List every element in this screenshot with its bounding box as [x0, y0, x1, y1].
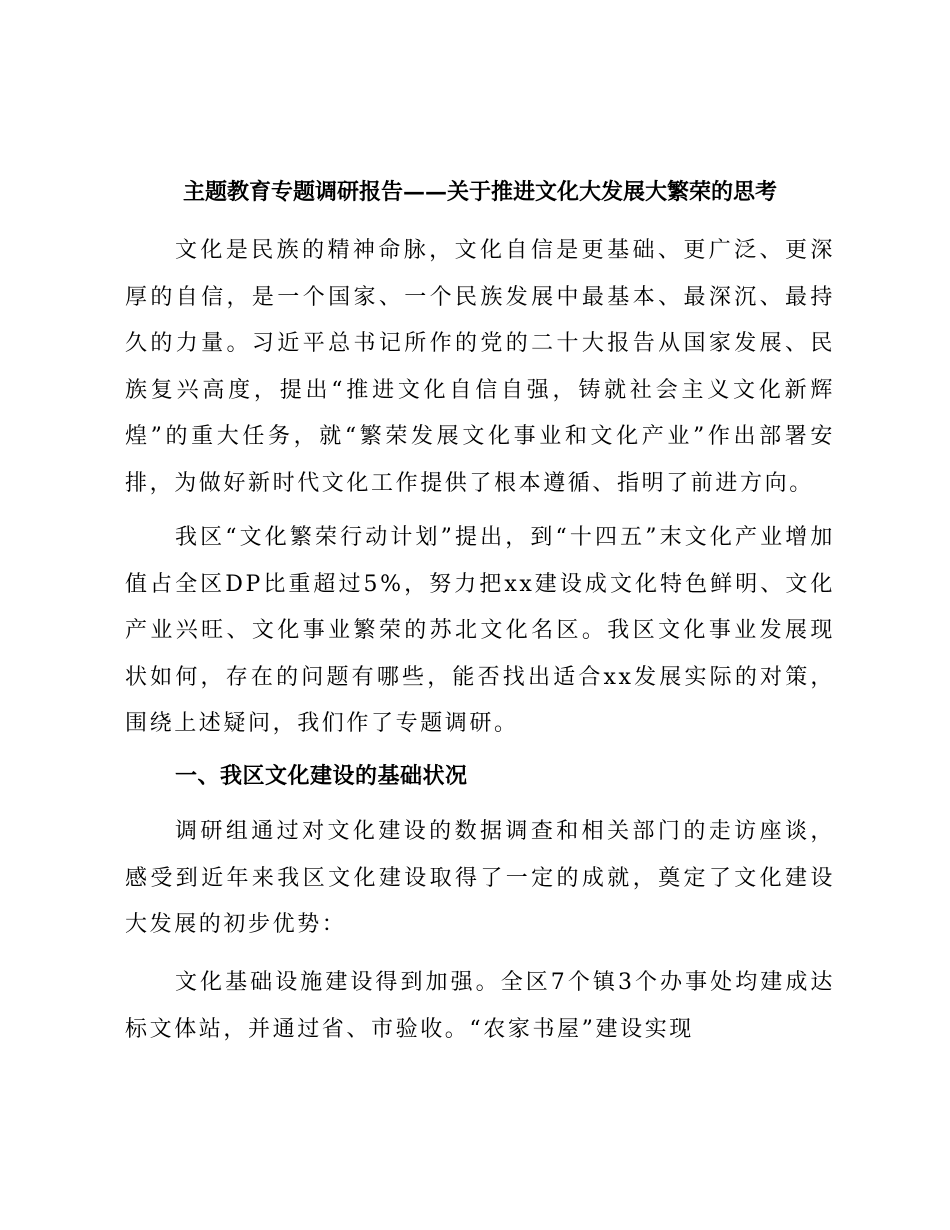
paragraph-intro: 文化是民族的精神命脉，文化自信是更基础、更广泛、更深厚的自信，是一个国家、一个民族发展中最基本、最深沉、最持久的力量。习近平总书记所作的党的二十大报告从国家发展、民族复兴高度，提出“推进文化自信自强，铸就社会主义文化新辉煌”的重大任务，就“繁荣发展文化事业和文化产业”作出部署安排，为做好新时代文化工作提供了根本遵循、指明了前进方向。 — [125, 238, 835, 496]
document-title: 主题教育专题调研报告——关于推进文化大发展大繁荣的思考 — [182, 179, 777, 205]
paragraph-action-plan: 我区“文化繁荣行动计划”提出，到“十四五”末文化产业增加值占全区DP比重超过5%，努力把xx建设成文化特色鲜明、文化产业兴旺、文化事业繁荣的苏北文化名区。我区文化事业发展现状如何，存在的问题有哪些，能否找出适合xx发展实际的对策，围绕上述疑问，我们作了专题调研。 — [125, 525, 835, 736]
section-heading: 一、我区文化建设的基础状况 — [175, 764, 468, 789]
paragraph-infrastructure: 文化基础设施建设得到加强。全区7个镇3个办事处均建成达标文体站，并通过省、市验收。“农家书屋”建设实现 — [125, 970, 835, 1042]
paragraph-survey: 调研组通过对文化建设的数据调查和相关部门的走访座谈，感受到近年来我区文化建设取得了一定的成就，奠定了文化建设大发展的初步优势： — [125, 819, 835, 937]
